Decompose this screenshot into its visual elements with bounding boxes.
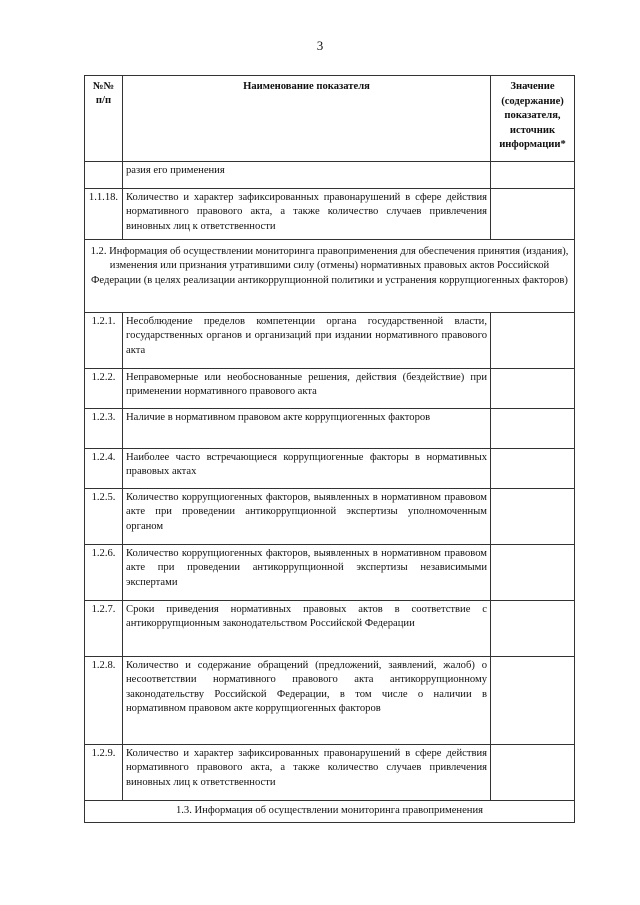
table-row [85, 313, 575, 369]
row-value-cell [491, 449, 575, 489]
table-row [85, 189, 575, 240]
row-text: Несоблюдение пределов компетенции органа государственной власти, государственных органов и организаций при издании нормативного правового акта [123, 313, 491, 369]
row-text: Количество коррупциогенных факторов, выявленных в нормативном правовом акте при проведении антикоррупционной экспертизы независимыми экспертами [123, 545, 491, 601]
row-num: 1.2.5. [85, 489, 123, 545]
section-1-2-title: 1.2. Информация об осуществлении мониторинга правоприменения для обеспечения принятия (издания), изменения или признания утратившими силу (отмены) нормативных правовых актов Российской Федерации (в целях реализации антикоррупционной политики и устранения коррупциогенных факторов) [85, 240, 575, 313]
row-num: 1.2.4. [85, 449, 123, 489]
row-num: 1.2.1. [85, 313, 123, 369]
row-value-cell [491, 409, 575, 449]
header-value: Значение (содержание) показателя, источник информации* [491, 76, 575, 162]
row-num: 1.2.2. [85, 369, 123, 409]
table-row [85, 545, 575, 601]
page-number: 3 [316, 38, 324, 53]
row-text: Неправомерные или необоснованные решения, действия (бездействие) при применении нормативного правового акта [123, 369, 491, 409]
row-num: 1.2.7. [85, 601, 123, 657]
row-num: 1.2.6. [85, 545, 123, 601]
row-num: 1.2.8. [85, 657, 123, 745]
indicators-table [84, 75, 575, 823]
section-header-row [85, 801, 575, 823]
continuation-row [85, 162, 575, 189]
row-text: Количество и содержание обращений (предложений, заявлений, жалоб) о несоответствии нормативного правового акта антикоррупционному законодательству Российской Федерации, в том числе о наличии в нормативном правовом акте коррупциогенных факторов [123, 657, 491, 745]
table-row [85, 409, 575, 449]
row-text: Сроки приведения нормативных правовых актов в соответствие с антикоррупционным законодательством Российской Федерации [123, 601, 491, 657]
row-value-cell [491, 657, 575, 745]
row-text: Количество и характер зафиксированных правонарушений в сфере действия нормативного правового акта, а также количество случаев привлечения виновных лиц к ответственности [123, 189, 491, 240]
table-header-row [85, 76, 575, 162]
row-value-cell [491, 313, 575, 369]
row-text: Количество и характер зафиксированных правонарушений в сфере действия нормативного правового акта, а также количество случаев привлечения виновных лиц к ответственности [123, 745, 491, 801]
table-row [85, 601, 575, 657]
header-num: №№ п/п [85, 76, 123, 162]
row-num: 1.1.18. [85, 189, 123, 240]
row-value-cell [491, 601, 575, 657]
row-value-cell [491, 369, 575, 409]
row-value-cell [491, 489, 575, 545]
table-row [85, 657, 575, 745]
header-name: Наименование показателя [123, 76, 491, 162]
table-row [85, 489, 575, 545]
row-value-cell [491, 745, 575, 801]
row-text: Количество коррупциогенных факторов, выявленных в нормативном правовом акте при проведении антикоррупционной экспертизы уполномоченным органом [123, 489, 491, 545]
row-text: Наличие в нормативном правовом акте коррупциогенных факторов [123, 409, 491, 449]
row-value-cell [491, 545, 575, 601]
section-header-row [85, 240, 575, 313]
table-row [85, 449, 575, 489]
table-row [85, 369, 575, 409]
continuation-num-cell [85, 162, 123, 189]
continuation-value-cell [491, 162, 575, 189]
table-row [85, 745, 575, 801]
row-text: Наиболее часто встречающиеся коррупциогенные факторы в нормативных правовых актах [123, 449, 491, 489]
section-1-3-title: 1.3. Информация об осуществлении мониторинга правоприменения [85, 801, 575, 823]
row-num: 1.2.3. [85, 409, 123, 449]
continuation-text: разия его применения [123, 162, 491, 189]
row-value-cell [491, 189, 575, 240]
row-num: 1.2.9. [85, 745, 123, 801]
